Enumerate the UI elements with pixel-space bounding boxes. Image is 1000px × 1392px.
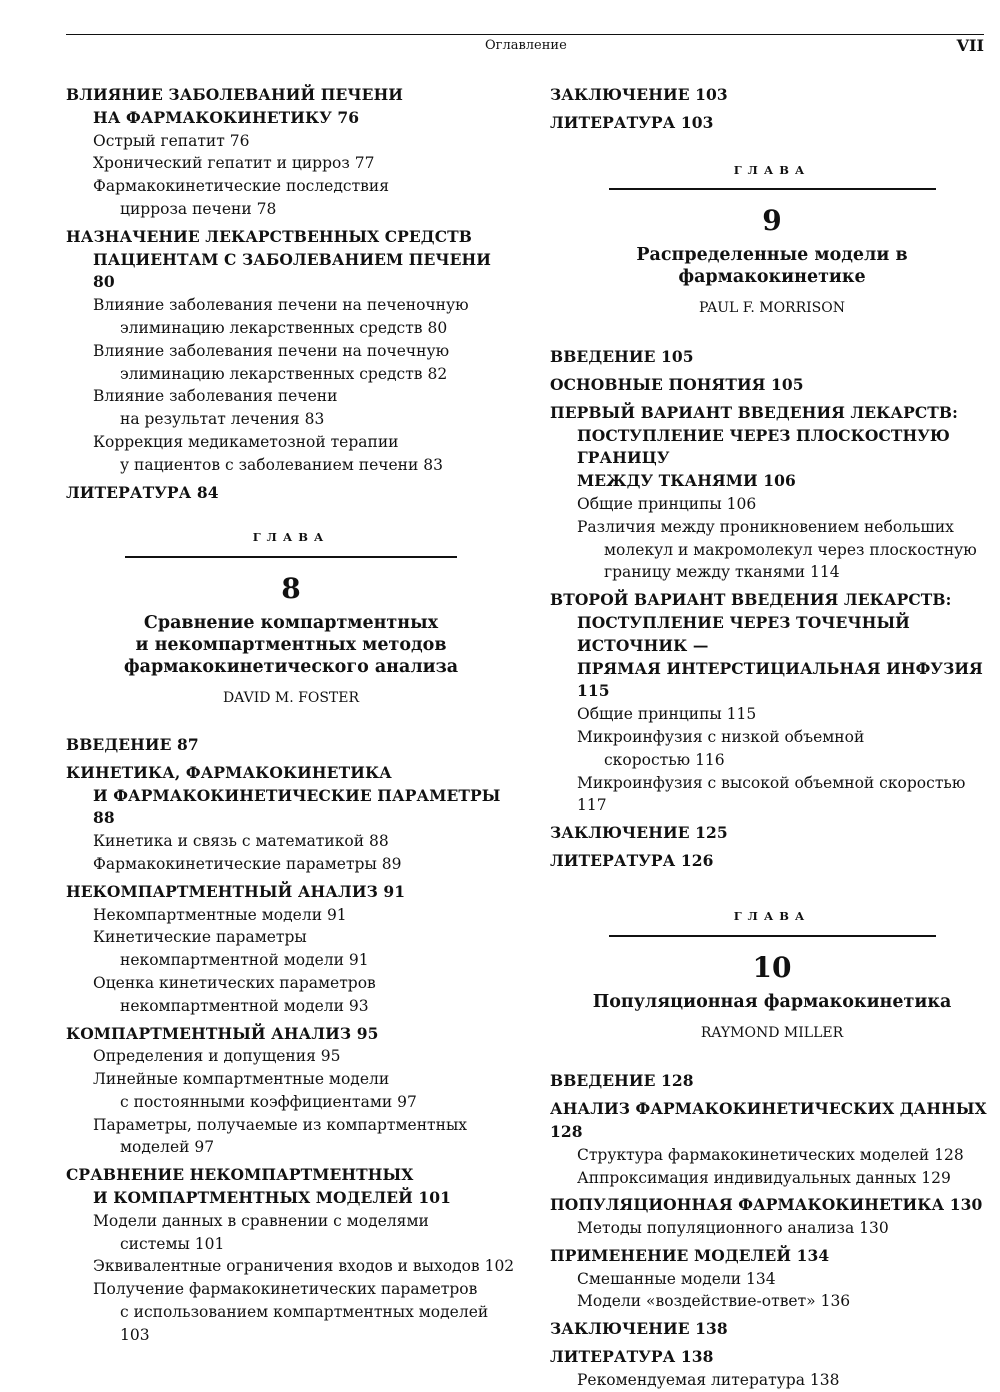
- toc-entry: Модели данных в сравнении с моделями: [93, 1211, 429, 1230]
- chapter-9-heading: [550, 159, 994, 321]
- chapter-rule: [125, 556, 457, 558]
- chapter-title: [66, 612, 516, 678]
- toc-entry: Рекомендуемая литература 138: [577, 1370, 840, 1389]
- toc-entry: Структура фармакокинетических моделей 128: [577, 1145, 964, 1164]
- toc-entry: элиминацию лекарственных средств 80: [120, 318, 448, 337]
- toc-entry: цирроза печени 78: [120, 199, 277, 218]
- chapter-rule: [609, 935, 936, 937]
- chapter-author: PAUL F. MORRISON: [699, 300, 845, 317]
- toc-entry: КОМПАРТМЕНТНЫЙ АНАЛИЗ 95: [66, 1023, 379, 1043]
- chapter-author: RAYMOND MILLER: [700, 1024, 844, 1041]
- toc-entry: Методы популяционного анализа 130: [577, 1219, 889, 1238]
- chapter-10-heading: [550, 905, 994, 1045]
- toc-entry: у пациентов с заболеванием печени 83: [120, 455, 443, 474]
- toc-list: [66, 734, 516, 1347]
- chapter-number: 10: [752, 950, 792, 984]
- chapter-rule: [609, 188, 936, 190]
- toc-entry: И КОМПАРТМЕНТНЫХ МОДЕЛЕЙ 101: [93, 1188, 452, 1208]
- toc-entry: ПОСТУПЛЕНИЕ ЧЕРЕЗ ТОЧЕЧНЫЙ ИСТОЧНИК —: [577, 612, 910, 655]
- toc-entry: Влияние заболевания печени: [93, 387, 338, 406]
- toc-list: [66, 84, 516, 504]
- toc-list: [550, 346, 994, 873]
- toc-entry: И ФАРМАКОКИНЕТИЧЕСКИЕ ПАРАМЕТРЫ 88: [93, 785, 501, 828]
- toc-list: [550, 1070, 994, 1391]
- toc-entry: МЕЖДУ ТКАНЯМИ 106: [577, 471, 796, 491]
- chapter-author: DAVID M. FOSTER: [222, 690, 360, 707]
- chapter-number: 8: [281, 572, 301, 606]
- toc-entry: ВТОРОЙ ВАРИАНТ ВВЕДЕНИЯ ЛЕКАРСТВ:: [550, 590, 952, 610]
- toc-entry: ВВЕДЕНИЕ 105: [550, 347, 694, 367]
- toc-entry: ЗАКЛЮЧЕНИЕ 138: [550, 1319, 728, 1339]
- chapter-title-line: и некомпартментных методов: [135, 635, 447, 656]
- toc-entry: с постоянными коэффициентами 97: [120, 1092, 417, 1111]
- chapter-8-heading: [66, 526, 516, 710]
- toc-entry: Некомпартментные модели 91: [93, 905, 347, 924]
- toc-entry: Оценка кинетических параметров: [93, 973, 376, 992]
- toc-entry: Фармакокинетические параметры 89: [93, 854, 402, 873]
- toc-entry: ЛИТЕРАТУРА 138: [550, 1347, 714, 1367]
- toc-entry: НАЗНАЧЕНИЕ ЛЕКАРСТВЕННЫХ СРЕДСТВ: [66, 226, 472, 246]
- toc-entry: Общие принципы 106: [577, 494, 757, 513]
- toc-entry: Линейные компартментные модели: [93, 1070, 390, 1089]
- toc-entry: ПОПУЛЯЦИОННАЯ ФАРМАКОКИНЕТИКА 130: [550, 1195, 983, 1215]
- toc-entry: ПРЯМАЯ ИНТЕРСТИЦИАЛЬНАЯ ИНФУЗИЯ 115: [577, 658, 983, 701]
- toc-entry: Модели «воздействие-ответ» 136: [577, 1292, 851, 1311]
- toc-entry: Кинетика и связь с математикой 88: [93, 832, 389, 851]
- running-title: Оглавление: [485, 38, 567, 53]
- toc-entry: Влияние заболевания печени на почечную: [93, 341, 450, 360]
- chapter-title-line: Сравнение компартментных: [143, 613, 439, 634]
- toc-entry: Получение фармакокинетических параметров: [93, 1280, 478, 1299]
- toc-entry: на результат лечения 83: [120, 410, 325, 429]
- chapter-label: ГЛАВА: [733, 908, 811, 923]
- toc-entry: ЛИТЕРАТУРА 126: [550, 850, 714, 870]
- toc-entry: некомпартментной модели 91: [120, 951, 369, 970]
- toc-entry: ПЕРВЫЙ ВАРИАНТ ВВЕДЕНИЯ ЛЕКАРСТВ:: [550, 402, 958, 422]
- toc-entry: системы 101: [120, 1234, 225, 1253]
- toc-entry: ЛИТЕРАТУРА 103: [550, 112, 714, 132]
- toc-entry: Коррекция медикаметозной терапии: [93, 432, 399, 451]
- toc-entry: моделей 97: [120, 1138, 215, 1157]
- toc-entry: некомпартментной модели 93: [120, 996, 369, 1015]
- toc-entry: ПРИМЕНЕНИЕ МОДЕЛЕЙ 134: [550, 1245, 830, 1265]
- toc-entry: Определения и допущения 95: [93, 1047, 341, 1066]
- toc-entry: с использованием компартментных моделей 103: [120, 1303, 489, 1344]
- toc-entry: ПАЦИЕНТАМ С ЗАБОЛЕВАНИЕМ ПЕЧЕНИ 80: [93, 249, 492, 292]
- toc-entry: Микроинфузия с низкой объемной: [577, 727, 865, 746]
- toc-entry: Фармакокинетические последствия: [93, 177, 389, 196]
- toc-entry: Смешанные модели 134: [577, 1269, 776, 1288]
- toc-entry: НА ФАРМАКОКИНЕТИКУ 76: [93, 107, 360, 127]
- header-rule: [66, 34, 984, 35]
- toc-entry: молекул и макромолекул через плоскостную: [604, 540, 977, 559]
- chapter-title-line: Популяционная фармакокинетика: [592, 991, 952, 1012]
- toc-entry: границу между тканями 114: [604, 563, 840, 582]
- toc-entry: НЕКОМПАРТМЕНТНЫЙ АНАЛИЗ 91: [66, 881, 406, 901]
- toc-entry: АНАЛИЗ ФАРМАКОКИНЕТИЧЕСКИХ ДАННЫХ 128: [550, 1099, 987, 1141]
- toc-entry: ЗАКЛЮЧЕНИЕ 125: [550, 823, 728, 843]
- left-column: [66, 84, 516, 1347]
- toc-entry: скоростью 116: [604, 750, 725, 769]
- chapter-title-line: фармакокинетического анализа: [123, 657, 459, 678]
- toc-entry: КИНЕТИКА, ФАРМАКОКИНЕТИКА: [66, 762, 392, 782]
- toc-entry: Хронический гепатит и цирроз 77: [93, 154, 375, 173]
- toc-entry: Влияние заболевания печени на печеночную: [93, 296, 469, 315]
- toc-entry: ЛИТЕРАТУРА 84: [66, 482, 219, 502]
- right-column: [550, 84, 994, 1392]
- toc-entry: Эквивалентные ограничения входов и выходов 102: [93, 1257, 515, 1276]
- toc-entry: ВВЕДЕНИЕ 128: [550, 1071, 694, 1091]
- toc-entry: ЗАКЛЮЧЕНИЕ 103: [550, 85, 728, 104]
- toc-entry: Общие принципы 115: [577, 705, 757, 724]
- toc-list: [550, 84, 994, 135]
- toc-entry: Кинетические параметры: [93, 928, 307, 947]
- toc-entry: ПОСТУПЛЕНИЕ ЧЕРЕЗ ПЛОСКОСТНУЮ ГРАНИЦУ: [577, 425, 950, 468]
- chapter-title: [550, 244, 994, 288]
- toc-entry: СРАВНЕНИЕ НЕКОМПАРТМЕНТНЫХ: [66, 1165, 414, 1185]
- toc-entry: элиминацию лекарственных средств 82: [120, 364, 448, 383]
- chapter-title-line: Распределенные модели в фармакокинетике: [636, 245, 908, 288]
- chapter-label: ГЛАВА: [733, 162, 811, 177]
- toc-entry: Различия между проникновением небольших: [577, 517, 954, 536]
- toc-entry: Микроинфузия с высокой объемной скоростью 117: [577, 773, 966, 815]
- toc-entry: ВВЕДЕНИЕ 87: [66, 734, 199, 754]
- toc-entry: Аппроксимация индивидуальных данных 129: [577, 1168, 951, 1187]
- chapter-title: [550, 991, 994, 1013]
- page-number: VII: [956, 36, 984, 55]
- chapter-number: 9: [762, 204, 782, 238]
- toc-entry: Острый гепатит 76: [93, 131, 250, 150]
- chapter-label: ГЛАВА: [252, 530, 330, 545]
- toc-entry: ВЛИЯНИЕ ЗАБОЛЕВАНИЙ ПЕЧЕНИ: [66, 85, 404, 104]
- toc-entry: ОСНОВНЫЕ ПОНЯТИЯ 105: [550, 374, 804, 394]
- toc-entry: Параметры, получаемые из компартментных: [93, 1115, 468, 1134]
